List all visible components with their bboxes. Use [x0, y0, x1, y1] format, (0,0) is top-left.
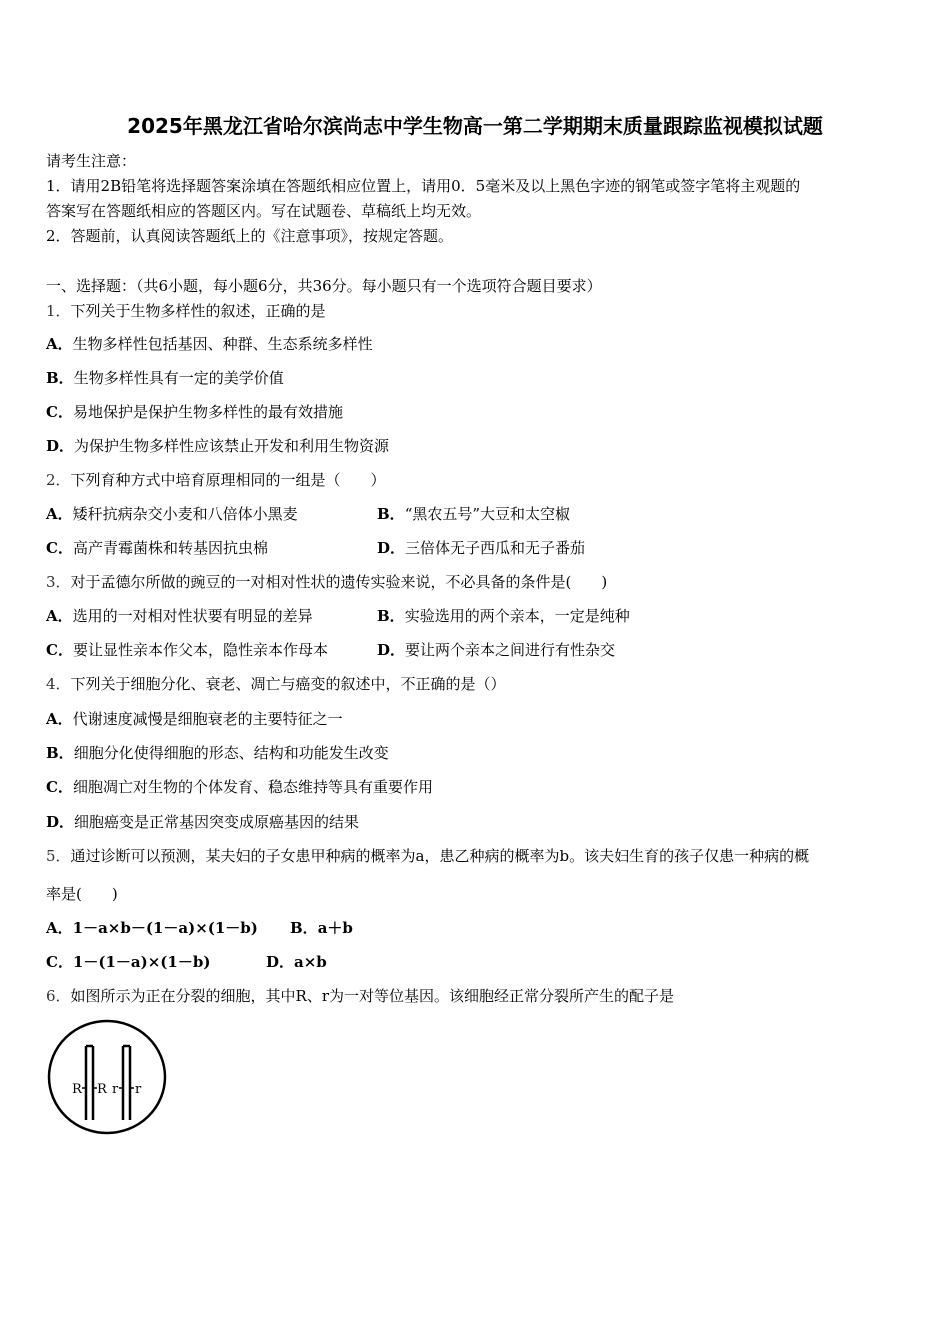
option-4c: C．细胞凋亡对生物的个体发育、稳态维持等具有重要作用: [46, 778, 433, 796]
option-4d: D．细胞癌变是正常基因突变成原癌基因的结果: [46, 813, 360, 831]
option-2a: A．矮秆抗病杂交小麦和八倍体小黑麦: [46, 505, 298, 523]
notice-heading: 请考生注意：: [46, 152, 137, 170]
option-3d: D．要让两个亲本之间进行有性杂交: [377, 641, 616, 659]
question-3: [46, 571, 906, 593]
option-5d: D．a×b: [266, 953, 327, 971]
question-stem: 下列关于细胞分化、衰老、凋亡与癌变的叙述中，不正确的是（）: [70, 675, 506, 693]
notice-item-2: 2．答题前，认真阅读答题纸上的《注意事项》，按规定答题。: [46, 227, 454, 245]
question-5-cont: 率是( ): [46, 885, 118, 903]
chromosome-right: [123, 1046, 130, 1120]
option-1b: B．生物多样性具有一定的美学价值: [46, 369, 284, 387]
gene-label-R-1: R: [72, 1082, 82, 1097]
question-number: 4．: [46, 675, 71, 693]
question-stem: 对于孟德尔所做的豌豆的一对相对性状的遗传实验来说，不必具备的条件是( ): [70, 573, 608, 591]
option-1c: C．易地保护是保护生物多样性的最有效措施: [46, 403, 343, 421]
question-2: [46, 469, 906, 491]
dividing-cell-figure: [44, 1016, 170, 1138]
cell-membrane: [49, 1021, 165, 1133]
gene-label-R-2: R: [97, 1082, 107, 1097]
option-3a: A．选用的一对相对性状要有明显的差异: [46, 607, 313, 625]
option-3b: B．实验选用的两个亲本，一定是纯种: [377, 607, 630, 625]
question-number: 1．: [46, 302, 71, 320]
gene-label-r-1: r: [112, 1082, 119, 1097]
gene-label-r-2: r: [135, 1082, 142, 1097]
question-5: [46, 845, 906, 867]
option-5a: A．1－a×b－(1－a)×(1－b): [46, 919, 258, 937]
section-heading: 一、选择题：（共6小题，每小题6分，共36分。每小题只有一个选项符合题目要求）: [46, 277, 602, 295]
question-stem: 通过诊断可以预测，某夫妇的子女患甲种病的概率为a，患乙种病的概率为b。该夫妇生育的孩子仅患一种病的概: [70, 847, 810, 865]
question-number: 5．: [46, 847, 71, 865]
option-3c: C．要让显性亲本作父本，隐性亲本作母本: [46, 641, 328, 659]
question-number: 6．: [46, 987, 71, 1005]
option-5c: C．1－(1－a)×(1－b): [46, 953, 211, 971]
question-stem: 如图所示为正在分裂的细胞，其中R、r为一对等位基因。该细胞经正常分裂所产生的配子是: [70, 987, 675, 1005]
option-2b: B．“黑农五号”大豆和太空椒: [377, 505, 571, 523]
question-number: 3．: [46, 573, 71, 591]
option-4b: B．细胞分化使得细胞的形态、结构和功能发生改变: [46, 744, 389, 762]
option-2c: C．高产青霉菌株和转基因抗虫棉: [46, 539, 268, 557]
page-title: 2025年黑龙江省哈尔滨尚志中学生物高一第二学期期末质量跟踪监视模拟试题: [127, 114, 823, 138]
question-6: [46, 985, 906, 1007]
chromosome-left: [86, 1046, 93, 1120]
question-4: [46, 673, 906, 695]
question-1: [46, 300, 906, 322]
option-1a: A．生物多样性包括基因、种群、生态系统多样性: [46, 335, 373, 353]
option-2d: D．三倍体无子西瓜和无子番茄: [377, 539, 586, 557]
option-5b: B．a＋b: [290, 919, 353, 937]
question-stem: 下列育种方式中培育原理相同的一组是（ ）: [70, 471, 386, 489]
option-4a: A．代谢速度减慢是细胞衰老的主要特征之一: [46, 710, 343, 728]
notice-item-1: 1．请用2B铅笔将选择题答案涂填在答题纸相应位置上，请用0．5毫米及以上黑色字迹的钢笔或签字笔将主观题的: [46, 177, 801, 195]
question-stem: 下列关于生物多样性的叙述，正确的是: [70, 302, 326, 320]
question-number: 2．: [46, 471, 71, 489]
option-1d: D．为保护生物多样性应该禁止开发和利用生物资源: [46, 437, 390, 455]
notice-item-1-cont: 答案写在答题纸相应的答题区内。写在试题卷、草稿纸上均无效。: [46, 202, 482, 220]
